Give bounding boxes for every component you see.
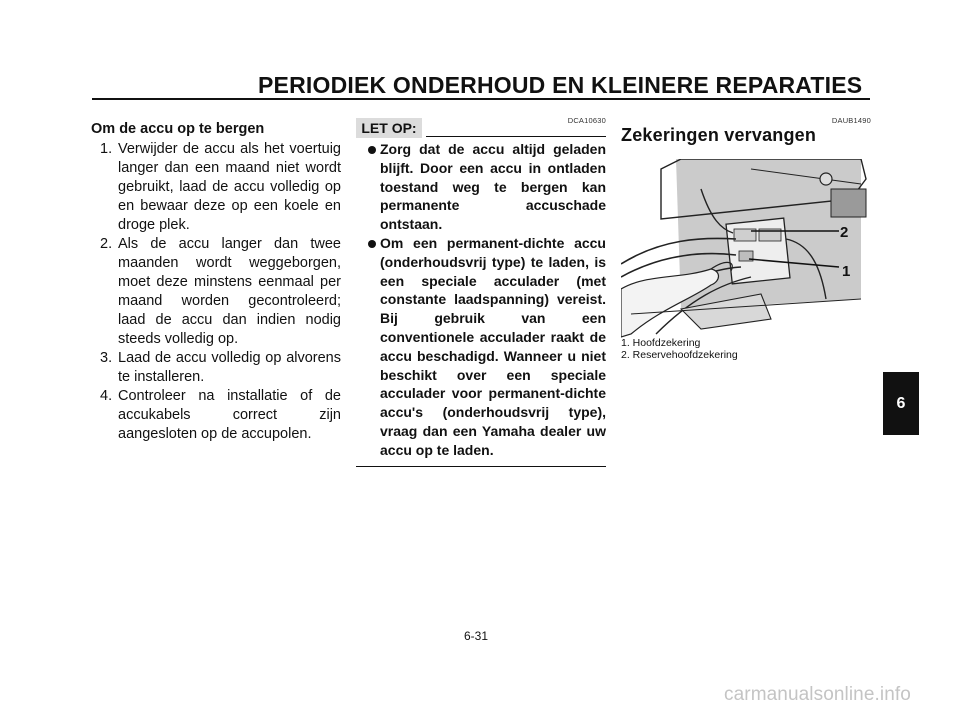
figure-captions bbox=[621, 338, 738, 361]
caption-2: 2. Reservehoofdzekering bbox=[621, 348, 738, 361]
step-item bbox=[91, 387, 341, 444]
fuse-photo bbox=[621, 159, 871, 339]
section-heading: Om de accu op te bergen bbox=[91, 121, 265, 137]
right-column bbox=[621, 114, 871, 361]
bullet-text: Zorg dat de accu altijd geladen blijft. Door een accu in ontladen toestand weg te bergen kan permanente accuschade ontstaan. bbox=[380, 141, 606, 233]
bullet-text: Om een permanent-dichte accu (onderhoudsvrij type) te laden, is een speciale acculader (met constante laadspanning) vereist. Bij gebruik van een conventionele acculader raakt de accu beschadigd. Wanneer u niet beschikt over een speciale acculader voor permanent-dichte accu's (onderhoudsvrij type), vraag dan een Yamaha dealer uw accu op te laden. bbox=[380, 234, 606, 458]
notice-header bbox=[356, 114, 606, 140]
step-item bbox=[91, 235, 341, 349]
chapter-tab: 6 bbox=[883, 372, 919, 435]
fuse-illustration bbox=[621, 159, 871, 339]
notice-rule bbox=[426, 136, 606, 137]
step-item bbox=[91, 140, 341, 235]
notice-code: DCA10630 bbox=[567, 116, 606, 125]
notice-block bbox=[356, 114, 606, 467]
notice-end-rule bbox=[356, 466, 606, 467]
watermark: carmanualsonline.info bbox=[724, 684, 911, 705]
section-title: Zekeringen vervangen bbox=[621, 125, 817, 145]
callout-1: 1 bbox=[842, 263, 851, 280]
notice-bullet bbox=[356, 140, 606, 234]
step-text: Verwijder de accu als het voertuig langer dan een maand niet wordt gebruikt, laad de accu volledig op en bewaar deze op een koele en droge plek. bbox=[118, 141, 341, 233]
step-number: 4. bbox=[100, 388, 113, 404]
notice-bullet bbox=[356, 234, 606, 460]
section-code: DAUB1490 bbox=[831, 116, 871, 125]
page-number: 6-31 bbox=[464, 629, 489, 643]
callout-2: 2 bbox=[840, 224, 849, 241]
caption-1: 1. Hoofdzekering bbox=[621, 337, 701, 349]
step-item bbox=[91, 349, 341, 387]
step-text: Laad de accu volledig op alvorens te installeren. bbox=[118, 350, 341, 385]
chapter-title: PERIODIEK ONDERHOUD EN KLEINERE REPARATIES bbox=[258, 72, 863, 98]
step-text: Controleer na installatie of de accukabels correct zijn aangesloten op de accupolen. bbox=[118, 388, 341, 442]
step-number: 2. bbox=[100, 236, 113, 252]
step-text: Als de accu langer dan twee maanden wordt weggeborgen, moet deze minstens eenmaal per maand worden gecontroleerd; laad de accu dan indien nodig steeds volledig op. bbox=[118, 236, 341, 347]
bullet-icon bbox=[368, 146, 376, 154]
step-number: 1. bbox=[100, 141, 113, 157]
header-rule bbox=[92, 98, 870, 100]
step-number: 3. bbox=[100, 350, 113, 366]
left-column bbox=[91, 120, 341, 444]
bullet-icon bbox=[368, 240, 376, 248]
notice-label: LET OP: bbox=[356, 118, 422, 138]
